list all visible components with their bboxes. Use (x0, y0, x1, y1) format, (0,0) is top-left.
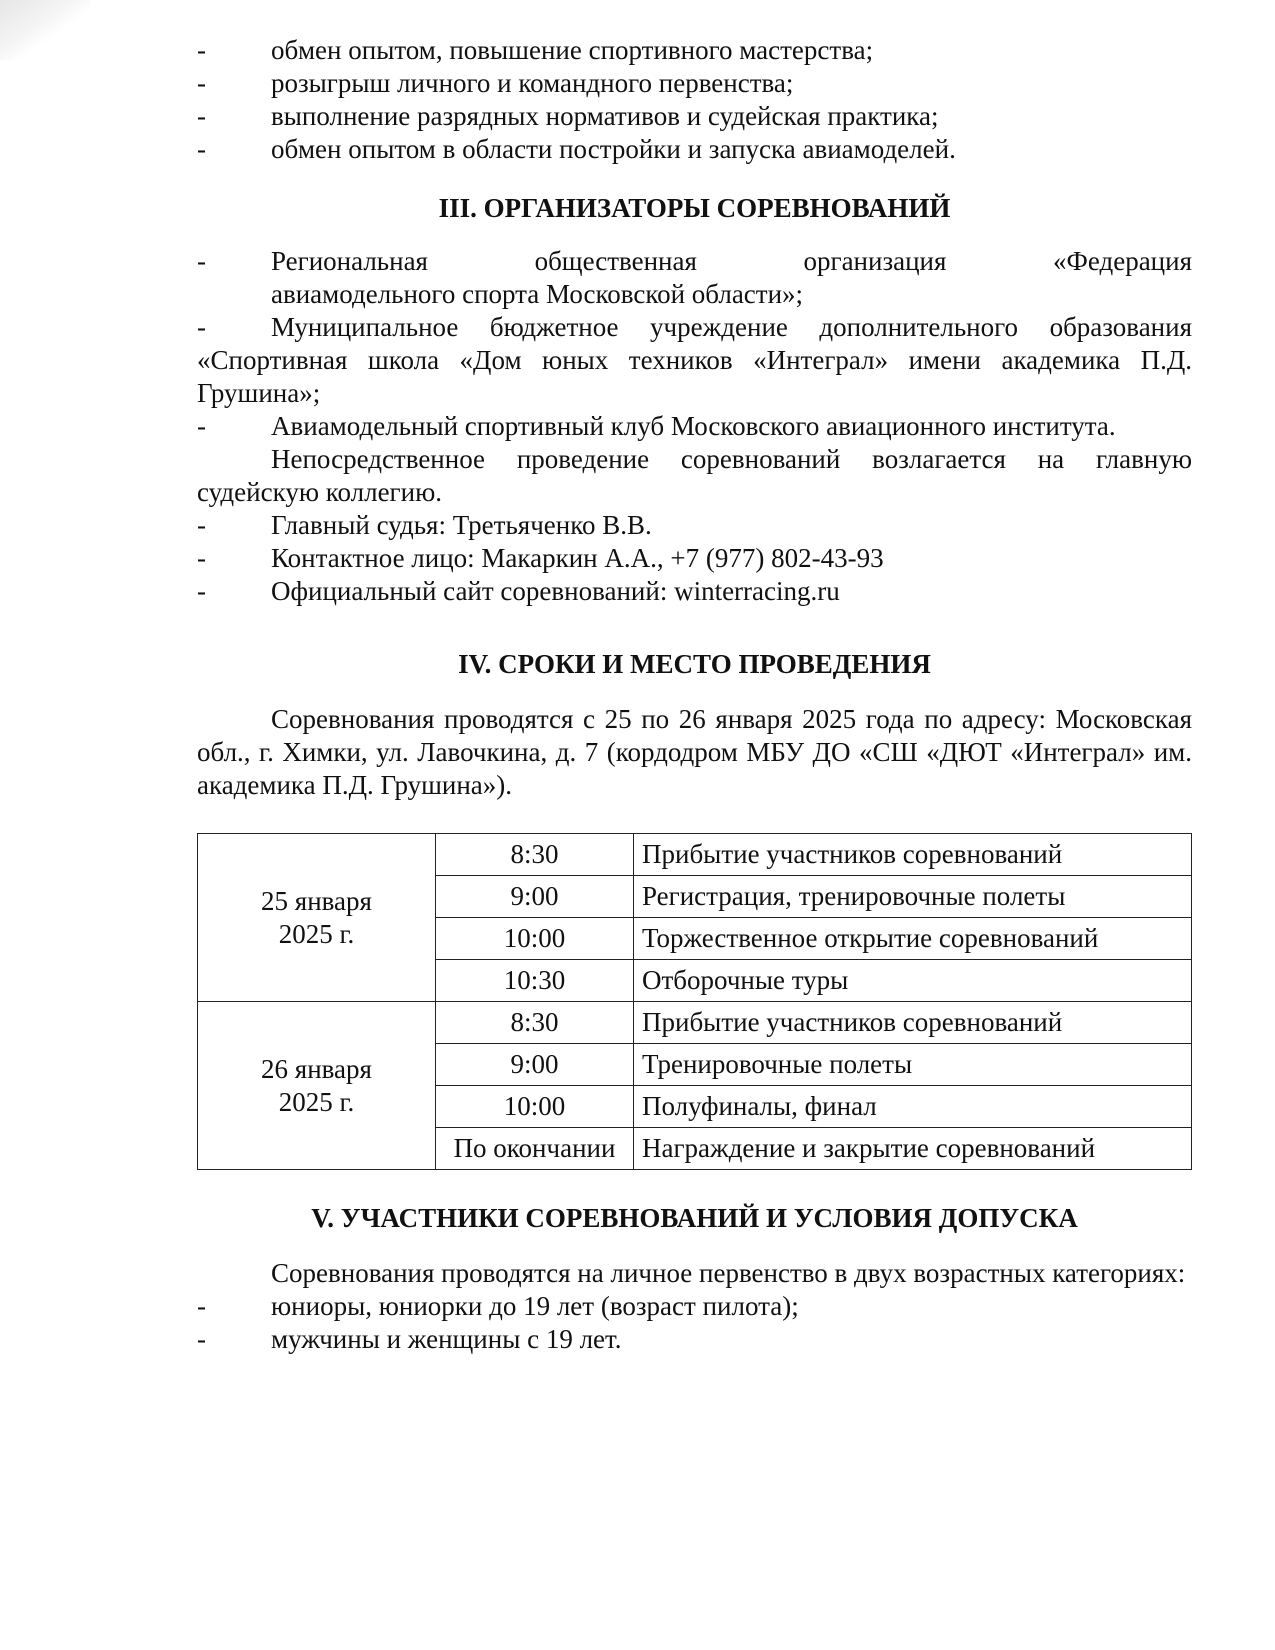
bullet-dash: - (197, 35, 206, 65)
paragraph-dates-place: Соревнования проводятся с 25 по 26 января 2025 года по адресу: Московская обл., г. Химки, ул. Лавочкина, д. 7 (кордодром МБУ ДО «СШ «ДЮТ «Интеграл» им. академика П.Д. Грушина»). (197, 704, 1192, 800)
section-5-heading: V. УЧАСТНИКИ СОРЕВНОВАНИЙ И УСЛОВИЯ ДОПУСКА (311, 1203, 1078, 1233)
list-item: - юниоры, юниорки до 19 лет (возраст пилота); (197, 1291, 799, 1321)
scan-corner-fold (0, 0, 90, 60)
list-item: - розыгрыш личного и командного первенства; (197, 68, 794, 98)
event-cell: Тренировочные полеты (634, 1044, 1192, 1086)
time-cell: 10:00 (436, 1086, 634, 1128)
bullet-dash: - (197, 68, 206, 98)
list-item: - Главный судья: Третьяченко В.В. (197, 510, 652, 540)
list-item: - обмен опытом в области постройки и запуска авиамоделей. (197, 134, 956, 164)
bullet-dash: - (197, 134, 206, 164)
event-cell: Полуфиналы, финал (634, 1086, 1192, 1128)
table-row (198, 1002, 1192, 1044)
bullet-dash: - (197, 576, 206, 606)
list-item: - Контактное лицо: Макаркин А.А., +7 (977) 802-43-93 (197, 543, 884, 573)
bullet-dash: - (197, 510, 206, 540)
event-cell: Регистрация, тренировочные полеты (634, 876, 1192, 918)
organizer-item: - Региональная общественная организация «Федерация авиамодельного спорта Московской области»; (197, 246, 1192, 309)
organizer-item: - Авиамодельный спортивный клуб Московского авиационного института. (197, 411, 1116, 441)
time-cell: 8:30 (436, 1002, 634, 1044)
bullet-dash: - (197, 543, 206, 573)
time-cell: 9:00 (436, 876, 634, 918)
bullet-dash: - (197, 1291, 206, 1321)
event-cell: Прибытие участников соревнований (634, 1002, 1192, 1044)
event-cell: Награждение и закрытие соревнований (634, 1128, 1192, 1170)
paragraph-categories: Соревнования проводятся на личное первенство в двух возрастных категориях: (271, 1258, 1186, 1288)
time-cell: 9:00 (436, 1044, 634, 1086)
document-page (197, 34, 1192, 1356)
organizer-item: - Муниципальное бюджетное учреждение дополнительного образования «Спортивная школа «Дом юных техников «Интеграл» имени академика П.Д. Грушина»; (197, 312, 1192, 408)
goals-list (197, 34, 1192, 166)
time-cell: 8:30 (436, 834, 634, 876)
list-item: - обмен опытом, повышение спортивного мастерства; (197, 35, 874, 65)
event-cell: Торжественное открытие соревнований (634, 918, 1192, 960)
bullet-dash: - (197, 246, 206, 276)
time-cell: 10:00 (436, 918, 634, 960)
table-row (198, 834, 1192, 876)
bullet-dash: - (197, 1324, 206, 1354)
bullet-dash: - (197, 411, 206, 441)
date-cell: 25 января 2025 г. (198, 834, 436, 1002)
section-3-heading: III. ОРГАНИЗАТОРЫ СОРЕВНОВАНИЙ (438, 193, 951, 223)
event-cell: Прибытие участников соревнований (634, 834, 1192, 876)
list-item: - Официальный сайт соревнований: winterracing.ru (197, 576, 840, 606)
list-item: - мужчины и женщины с 19 лет. (197, 1324, 622, 1354)
section-4-heading: IV. СРОКИ И МЕСТО ПРОВЕДЕНИЯ (458, 649, 931, 679)
bullet-dash: - (197, 101, 206, 131)
event-cell: Отборочные туры (634, 960, 1192, 1002)
list-item: - выполнение разрядных нормативов и судейская практика; (197, 101, 939, 131)
schedule-table (197, 833, 1192, 1170)
time-cell: По окончании (436, 1128, 634, 1170)
time-cell: 10:30 (436, 960, 634, 1002)
paragraph-judging-panel: Непосредственное проведение соревнований возлагается на главную судейскую коллегию. (197, 444, 1192, 507)
date-cell: 26 января 2025 г. (198, 1002, 436, 1170)
bullet-dash: - (197, 312, 206, 342)
